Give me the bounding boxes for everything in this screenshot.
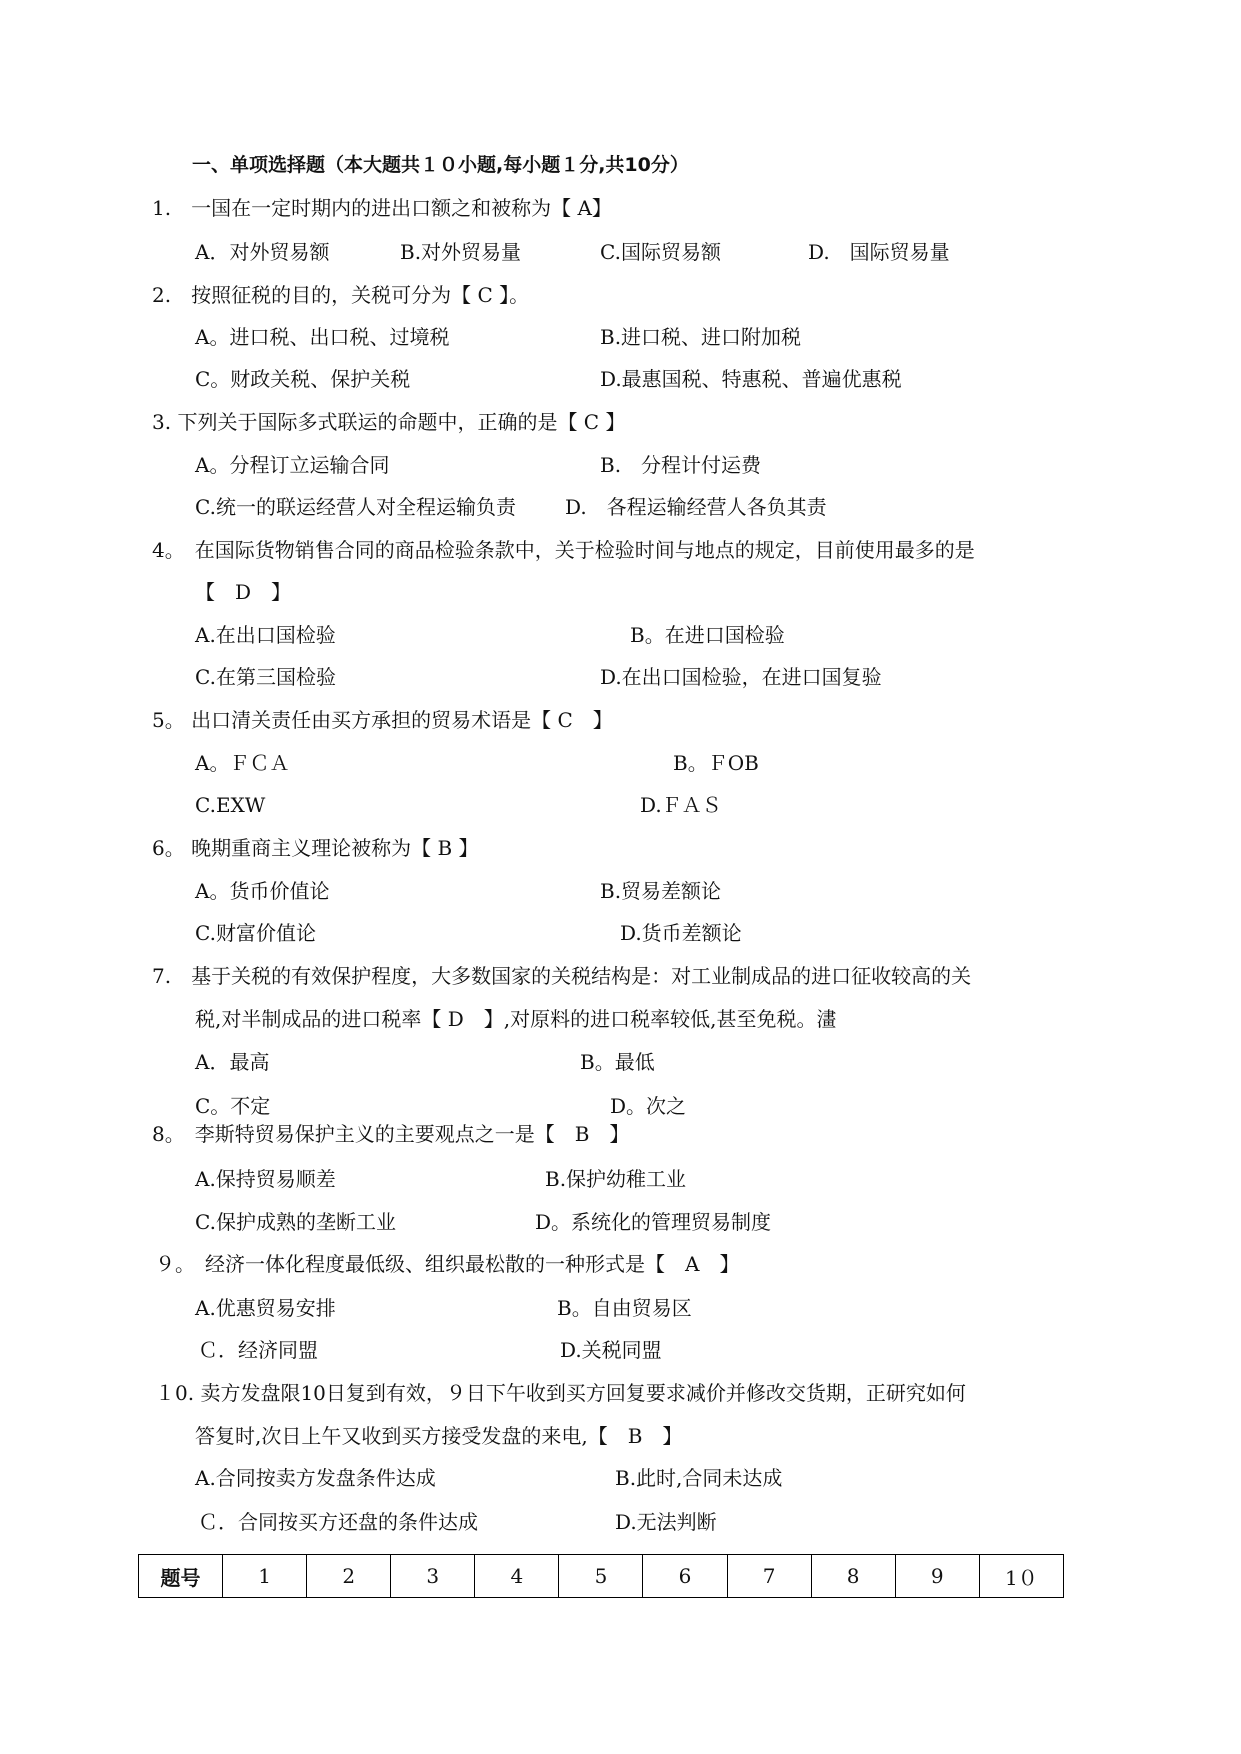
answer-number-5: 5 [559,1555,643,1598]
question-9-option-a: A.优惠贸易安排 [195,1296,336,1320]
section-title: 一、单项选择题（本大题共１０小题,每小题１分,共10分） [192,154,689,176]
question-7-stem-continuation: 税,对半制成品的进口税率【 D 】,对原料的进口税率较低,甚至免税。澅 [195,1007,837,1031]
question-10-option-a: A.合同按卖方发盘条件达成 [195,1466,436,1490]
question-1-option-c: C.国际贸易额 [600,240,721,264]
question-9-stem: ９。 经济一体化程度最低级、组织最松散的一种形式是【 A 】 [155,1252,740,1276]
question-4-stem: 4。 在国际货物销售合同的商品检验条款中，关于检验时间与地点的规定，目前使用最多的是 [152,538,975,562]
question-8-option-b: B.保护幼稚工业 [545,1167,687,1191]
question-8-option-a: A.保持贸易顺差 [195,1167,336,1191]
question-9-option-d: D.关税同盟 [560,1338,662,1362]
question-10-option-c: Ｃ．合同按买方还盘的条件达成 [198,1510,478,1534]
question-9-option-c: Ｃ．经济同盟 [198,1338,318,1362]
question-3-option-a: A。分程订立运输合同 [195,453,390,477]
question-3-option-c: C.统一的联运经营人对全程运输负责 [195,495,516,519]
question-7-option-c: C。不定 [195,1094,271,1118]
answer-number-1: 1 [223,1555,307,1598]
question-6-option-a: A。货币价值论 [195,879,330,903]
answer-number-6: 6 [643,1555,727,1598]
question-1-option-a: A．对外贸易额 [195,240,330,264]
question-2-option-a: A。进口税、出口税、过境税 [195,325,450,349]
question-2-option-d: D.最惠国税、特惠税、普遍优惠税 [600,367,902,391]
question-7-option-b: B。最低 [580,1050,655,1074]
question-8-option-c: C.保护成熟的垄断工业 [195,1210,396,1234]
question-4-option-c: C.在第三国检验 [195,665,336,689]
question-10-stem: １0. 卖方发盘限10日复到有效，９日下午收到买方回复要求减价并修改交货期，正研究如何 [155,1381,966,1405]
question-2-stem: 2. 按照征税的目的，关税可分为【 C 】。 [152,283,530,307]
question-8-stem: 8。 李斯特贸易保护主义的主要观点之一是【 B 】 [152,1122,630,1146]
question-5-stem: 5。 出口清关责任由买方承担的贸易术语是【 C 】 [152,708,613,732]
answer-number-10: 1０ [979,1555,1063,1598]
question-5-option-b: B。ＦOB [673,751,759,775]
question-1-option-d: D. 国际贸易量 [808,240,950,264]
question-6-option-d: D.货币差额论 [620,921,742,945]
answer-number-9: 9 [895,1555,979,1598]
question-10-stem-continuation: 答复时,次日上午又收到买方接受发盘的来电,【 B 】 [195,1424,683,1448]
question-1-stem: 1. 一国在一定时期内的进出口额之和被称为【 A】 [152,196,612,220]
question-4-stem-continuation: 【 D 】 [195,580,292,604]
answer-number-2: 2 [307,1555,391,1598]
question-2-option-b: B.进口税、进口附加税 [600,325,802,349]
question-4-option-a: A.在出口国检验 [195,623,336,647]
answer-table [138,1554,1064,1598]
question-1-option-b: B.对外贸易量 [400,240,522,264]
question-5-option-a: A。ＦＣＡ [195,751,290,775]
answer-number-7: 7 [727,1555,811,1598]
question-6-option-b: B.贸易差额论 [600,879,722,903]
question-7-option-d: D。次之 [610,1094,687,1118]
question-3-option-d: D. 各程运输经营人各负其责 [565,495,827,519]
question-3-stem: 3. 下列关于国际多式联运的命题中，正确的是【 C 】 [152,410,626,434]
question-8-option-d: D。系统化的管理贸易制度 [535,1210,772,1234]
answer-number-3: 3 [391,1555,475,1598]
question-5-option-d: D.ＦＡＳ [640,793,722,817]
answer-table-row [139,1555,1064,1598]
question-3-option-b: B. 分程计付运费 [600,453,762,477]
question-6-stem: 6。 晚期重商主义理论被称为【 B 】 [152,836,479,860]
question-7-option-a: A．最高 [195,1050,270,1074]
question-9-option-b: B。自由贸易区 [557,1296,692,1320]
question-10-option-d: D.无法判断 [615,1510,717,1534]
question-6-option-c: C.财富价值论 [195,921,316,945]
question-4-option-d: D.在出口国检验，在进口国复验 [600,665,882,689]
question-10-option-b: B.此时,合同未达成 [615,1466,783,1490]
question-7-stem: 7. 基于关税的有效保护程度，大多数国家的关税结构是：对工业制成品的进口征收较高的关 [152,964,972,988]
question-5-option-c: C.EXW [195,793,266,817]
question-2-option-c: C。财政关税、保护关税 [195,367,411,391]
answer-number-8: 8 [811,1555,895,1598]
answer-number-4: 4 [475,1555,559,1598]
question-4-option-b: B。在进口国检验 [630,623,785,647]
answer-table-header: 题号 [139,1555,223,1598]
